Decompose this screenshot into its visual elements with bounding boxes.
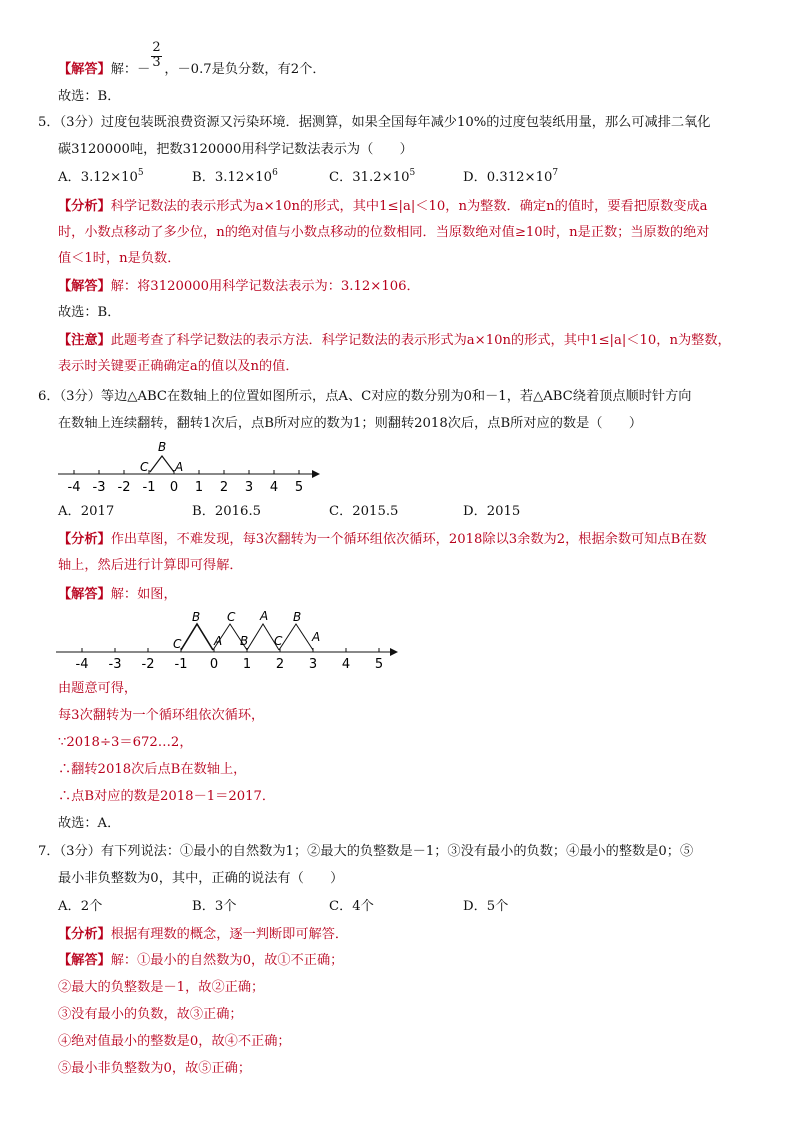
tick-label: -3: [108, 657, 122, 672]
axis-arrow-icon: [312, 470, 320, 478]
answer-pre: 解：－: [110, 62, 151, 77]
q5-stem-line1: 5．（3分）过度包装既浪费资源又污染环境．据测算，如果全国每年减少10%的过度包装纸用量，那么可减排二氧化: [38, 115, 711, 130]
tick-label: -2: [141, 657, 155, 672]
q6-analysis-line2: 轴上，然后进行计算即可得解．: [58, 558, 243, 573]
answer-tag: 【解答】: [58, 587, 111, 602]
q5-note-line1: [58, 332, 731, 350]
q6-step3: ∵2018÷3＝672…2，: [58, 735, 193, 750]
tick-label: 2: [275, 657, 285, 672]
triangle-1: [181, 624, 213, 650]
analysis-tag: 【分析】: [58, 927, 111, 942]
bottom-label-b: B: [240, 634, 249, 648]
q5-option-d: [463, 169, 558, 187]
tick-label: 1: [242, 657, 252, 672]
q7-option-c: C．4个: [329, 899, 374, 914]
q7-answer-1: ①最小的自然数为0，故①不正确；: [137, 953, 344, 968]
q6-solution-figure: [50, 606, 400, 672]
q5-stem-line2: 碳3120000吨，把数3120000用科学记数法表示为（ ）: [58, 142, 413, 157]
q5-note-text1: 此题考查了科学记数法的表示方法．科学记数法的表示形式为a×10n的形式，其中1≤|a|＜10，n为整数，: [110, 333, 731, 348]
tick-label: 5: [374, 657, 384, 672]
q5-conclusion: 故选：B．: [58, 305, 121, 320]
bottom-label-c: C: [173, 637, 182, 651]
tick-label: 3: [244, 480, 254, 495]
fraction-denominator: 3: [152, 55, 161, 70]
q5-option-d-exp: 7: [552, 168, 559, 178]
q5-option-d-text: D．0.312×10: [463, 170, 553, 185]
q6-figure-number-line: [50, 436, 330, 496]
q7-analysis-line: [58, 926, 348, 944]
q5-answer-text: 解：将3120000用科学记数法表示为：3.12×106．: [110, 279, 420, 294]
q6-stem-line1: 6．（3分）等边△ABC在数轴上的位置如图所示，点A、C对应的数分别为0和－1，若△ABC绕着顶点顺时针方向: [38, 389, 692, 404]
tick-label: 1: [194, 480, 204, 495]
q6-option-c: C．2015.5: [329, 504, 399, 519]
top-answer-line: [58, 61, 326, 79]
q6-step5: ∴点B对应的数是2018－1＝2017．: [58, 789, 276, 804]
q6-step2: 每3次翻转为一个循环组依次循环，: [58, 708, 265, 723]
tick-label: -4: [67, 480, 81, 495]
q6-step1: 由题意可得，: [58, 681, 138, 696]
q5-option-c: [329, 169, 415, 187]
q6-conclusion: 故选：A．: [58, 816, 121, 831]
answer-tag: 【解答】: [58, 279, 111, 294]
q5-analysis-line3: 值＜1时，n是负数．: [58, 251, 181, 266]
bottom-label-a: A: [214, 634, 223, 648]
bottom-label-a2: A: [312, 630, 321, 644]
tick-label: 4: [341, 657, 351, 672]
q5-option-b-text: B．3.12×10: [192, 170, 273, 185]
tick-label: -1: [142, 480, 156, 495]
q5-note-line2: 表示时关键要正确确定a的值以及n的值．: [58, 359, 299, 374]
q6-analysis-line1: [58, 531, 707, 549]
q7-option-d: D．5个: [463, 899, 509, 914]
q7-option-a: A．2个: [58, 899, 103, 914]
label-b: B: [158, 440, 167, 454]
q5-analysis-line1: [58, 198, 708, 216]
q7-answer-2: ②最大的负整数是－1，故②正确；: [58, 980, 265, 995]
top-conclusion: 故选：B．: [58, 89, 121, 104]
q5-option-a-exp: 5: [137, 168, 144, 178]
q6-answer-line: [58, 586, 177, 604]
axis-arrow-icon: [390, 648, 398, 656]
q6-stem-line2: 在数轴上连续翻转，翻转1次后，点B所对应的数为1；则翻转2018次后，点B所对应的数是（ ）: [58, 416, 643, 431]
tick-label: 0: [209, 657, 219, 672]
q7-stem-line2: 最小非负整数为0，其中，正确的说法有（ ）: [58, 871, 344, 886]
tick-label: 0: [169, 480, 179, 495]
answer-tag: 【解答】: [58, 953, 111, 968]
q5-option-b-exp: 6: [272, 168, 278, 178]
tick-label: 3: [308, 657, 318, 672]
q5-analysis-text1: 科学记数法的表示形式为a×10n的形式，其中1≤|a|＜10，n为整数．确定n的值时，要看把原数变成a: [110, 199, 708, 214]
tick-label: -1: [174, 657, 188, 672]
q5-option-c-text: C．31.2×10: [329, 170, 410, 185]
q7-answer-pre: 解：: [110, 953, 138, 968]
q5-option-a: [58, 169, 144, 187]
answer-post: ，－0.7是负分数，有2个．: [164, 62, 326, 77]
q7-answer-line1: [58, 952, 343, 970]
label-c: C: [140, 460, 149, 474]
q6-step4: ∴翻转2018次后点B在数轴上，: [58, 762, 247, 777]
note-tag: 【注意】: [58, 333, 111, 348]
q7-answer-4: ④绝对值最小的整数是0，故④不正确；: [58, 1034, 291, 1049]
q5-option-b: [192, 169, 278, 187]
q6-analysis-text1: 作出草图，不难发现，每3次翻转为一个循环组依次循环，2018除以3余数为2，根据余数可知点B在数: [110, 532, 707, 547]
q7-stem-line1: 7．（3分）有下列说法：①最小的自然数为1；②最大的负整数是－1；③没有最小的负数；④最小的整数是0；⑤: [38, 844, 694, 859]
tick-label: 2: [219, 480, 229, 495]
fraction-numerator: 2: [152, 40, 161, 55]
q7-answer-5: ⑤最小非负整数为0，故⑤正确；: [58, 1061, 252, 1076]
tick-label: -3: [92, 480, 106, 495]
q7-option-b: B．3个: [192, 899, 237, 914]
q5-answer-line: [58, 278, 420, 296]
analysis-tag: 【分析】: [58, 532, 111, 547]
tick-label: -4: [75, 657, 89, 672]
q7-answer-3: ③没有最小的负数，故③正确；: [58, 1007, 243, 1022]
answer-tag: 【解答】: [58, 62, 111, 77]
top-label-c: C: [227, 610, 236, 624]
q5-analysis-line2: 时，小数点移动了多少位，n的绝对值与小数点移动的位数相同．当原数绝对值≥10时，n是正数；当原数的绝对: [58, 225, 710, 240]
top-label-b2: B: [293, 610, 302, 624]
tick-label: -2: [117, 480, 131, 495]
q6-option-a: A．2017: [58, 504, 115, 519]
q6-answer-text: 解：如图，: [110, 587, 177, 602]
bottom-label-c2: C: [274, 634, 283, 648]
label-a: A: [175, 460, 184, 474]
analysis-tag: 【分析】: [58, 199, 111, 214]
q5-option-c-exp: 5: [409, 168, 416, 178]
top-label-b: B: [192, 610, 201, 624]
q6-option-b: B．2016.5: [192, 504, 262, 519]
q5-option-a-text: A．3.12×10: [58, 170, 138, 185]
tick-label: 4: [269, 480, 279, 495]
top-label-a: A: [260, 609, 269, 623]
q7-analysis-text: 根据有理数的概念，逐一判断即可解答．: [110, 927, 349, 942]
triangle-4: [279, 624, 313, 650]
q6-option-d: D．2015: [463, 504, 521, 519]
triangle-abc: [150, 456, 174, 472]
tick-label: 5: [294, 480, 304, 495]
